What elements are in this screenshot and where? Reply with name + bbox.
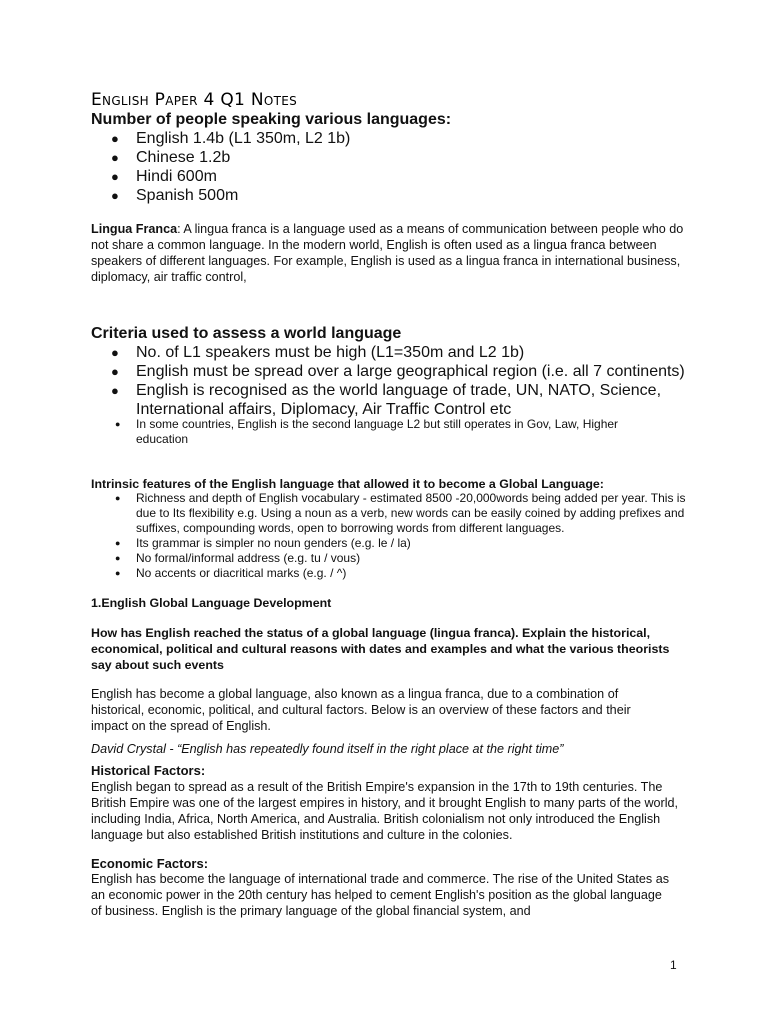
speakers-heading: Number of people speaking various languages: xyxy=(91,111,452,128)
lingua-franca-term: Lingua Franca xyxy=(91,222,178,236)
crystal-quote: David Crystal - “English has repeatedly found itself in the right place at the right time” xyxy=(91,742,564,756)
list-item: ● Richness and depth of English vocabulary - estimated 8500 -20,000words being added per year. This is due to Its flexibility e.g. Using a noun as a verb, new words can be easily coined by adding prefixes and suffixes, compounding words, open to borrowing words from different languages. xyxy=(91,491,691,536)
intrinsic-list xyxy=(91,491,691,581)
section-heading: 1.English Global Language Development xyxy=(91,596,332,610)
intrinsic-heading: Intrinsic features of the English language that allowed it to become a Global Language: xyxy=(91,477,604,491)
lingua-franca-definition: : A lingua franca is a language used as a means of communication between people who do not share a common language. In the modern world, English is often used as a lingua franca between speakers of different languages. For example, English is used as a lingua franca in international business, diplomacy, air traffic control, xyxy=(91,222,684,284)
list-item: ● Chinese 1.2b xyxy=(91,148,350,167)
speakers-list xyxy=(91,129,350,205)
criteria-list xyxy=(91,343,691,419)
question-text: How has English reached the status of a global language (lingua franca). Explain the historical, economical, political and cultural reasons with dates and examples and what the various theorists say about such events xyxy=(91,626,670,672)
list-item: ● Spanish 500m xyxy=(91,186,350,205)
list-item: ● In some countries, English is the second language L2 but still operates in Gov, Law, Higher education xyxy=(91,417,661,447)
economic-paragraph: English has become the language of international trade and commerce. The rise of the United States as an economic power in the 20th century has helped to cement English's position as the global language of business. English is the primary language of the global financial system, and xyxy=(91,872,670,918)
list-item: ● No. of L1 speakers must be high (L1=350m and L2 1b) xyxy=(91,343,691,362)
lingua-franca-paragraph xyxy=(91,221,691,285)
criteria-note-list xyxy=(91,417,661,447)
list-item: ● English is recognised as the world language of trade, UN, NATO, Science, International affairs, Diplomacy, Air Traffic Control etc xyxy=(91,381,691,419)
list-item: ● English must be spread over a large geographical region (i.e. all 7 continents) xyxy=(91,362,691,381)
criteria-heading: Criteria used to assess a world language xyxy=(91,325,402,342)
page-number: 1 xyxy=(670,958,677,972)
list-item: ● No formal/informal address (e.g. tu / vous) xyxy=(91,551,691,566)
intro-paragraph: English has become a global language, also known as a lingua franca, due to a combination of historical, economic, political, and cultural factors. Below is an overview of these factors and their impact on the spread of English. xyxy=(91,687,631,733)
list-item: ● No accents or diacritical marks (e.g. / ^) xyxy=(91,566,691,581)
economic-heading: Economic Factors: xyxy=(91,856,209,871)
historical-heading: Historical Factors: xyxy=(91,763,206,778)
list-item: ● English 1.4b (L1 350m, L2 1b) xyxy=(91,129,350,148)
list-item: ● Hindi 600m xyxy=(91,167,350,186)
historical-paragraph: English began to spread as a result of the British Empire's expansion in the 17th to 19th centuries. The British Empire was one of the largest empires in history, and it brought English to many parts of the world, including India, Africa, North America, and Australia. British colonialism not only introduced the English language but also established British institutions and culture in the colonies. xyxy=(91,780,679,842)
document-title: English Paper 4 Q1 Notes xyxy=(91,90,298,110)
list-item: ● Its grammar is simpler no noun genders (e.g. le / la) xyxy=(91,536,691,551)
